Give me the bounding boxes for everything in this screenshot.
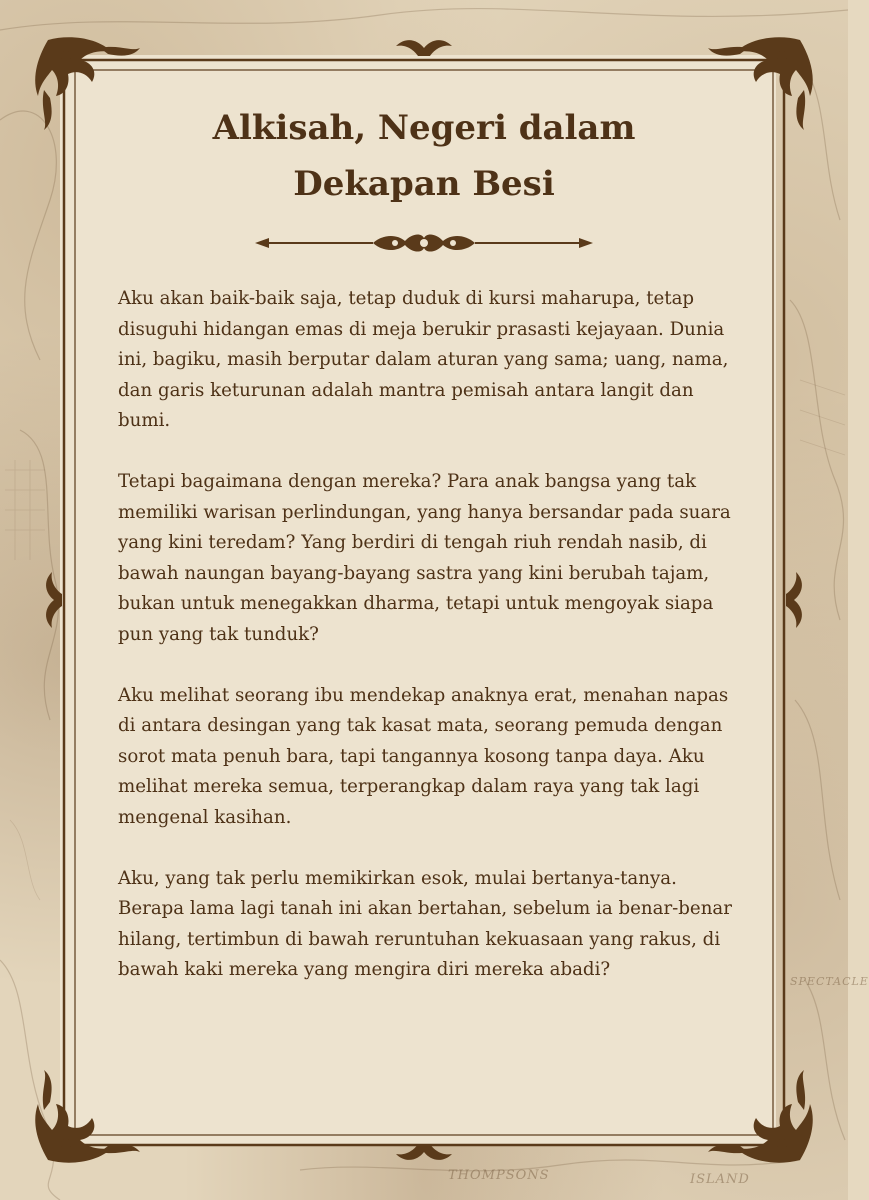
poem-body xyxy=(118,284,738,1016)
title-line-1: Alkisah, Negeri dalam xyxy=(212,108,636,148)
poem-paragraph-3: Aku melihat seorang ibu mendekap anaknya erat, menahan napas di antara desingan yang tak kasat mata, seorang pemuda dengan sorot mata penuh bara, tapi tangannya kosong tanpa daya. Aku melihat mereka semua, terperangkap dalam raya yang tak lagi mengenal kasihan. xyxy=(118,684,729,828)
map-label-thompsons: THOMPSONS xyxy=(448,1168,550,1183)
poem-paragraph-4: Aku, yang tak perlu memikirkan esok, mulai bertanya-tanya. Berapa lama lagi tanah ini akan bertahan, sebelum ia benar-benar hilang, tertimbun di bawah reruntuhan kekuasaan yang rakus, di bawah kaki mereka yang mengira diri mereka abadi? xyxy=(118,867,732,980)
ornamental-divider xyxy=(255,228,593,258)
poem-paragraph-2: Tetapi bagaimana dengan mereka? Para anak bangsa yang tak memiliki warisan perlindungan, yang hanya bersandar pada suara yang kini teredam? Yang berdiri di tengah riuh rendah nasib, di bawah naungan bayang-bayang sastra yang kini berubah tajam, bukan untuk menegakkan dharma, tetapi untuk mengoyak siapa pun yang tak tunduk? xyxy=(118,471,731,645)
map-label-spectacle: SPECTACLE xyxy=(790,975,869,988)
map-label-island: ISLAND xyxy=(690,1172,750,1187)
poem-paragraph-1: Aku akan baik-baik saja, tetap duduk di kursi maharupa, tetap disuguhi hidangan emas di meja berukir prasasti kejayaan. Dunia ini, bagiku, masih berputar dalam aturan yang sama; uang, nama, dan garis keturunan adalah mantra pemisah antara langit dan bumi. xyxy=(118,288,729,431)
page-title xyxy=(120,100,728,212)
title-line-2: Dekapan Besi xyxy=(293,164,555,204)
